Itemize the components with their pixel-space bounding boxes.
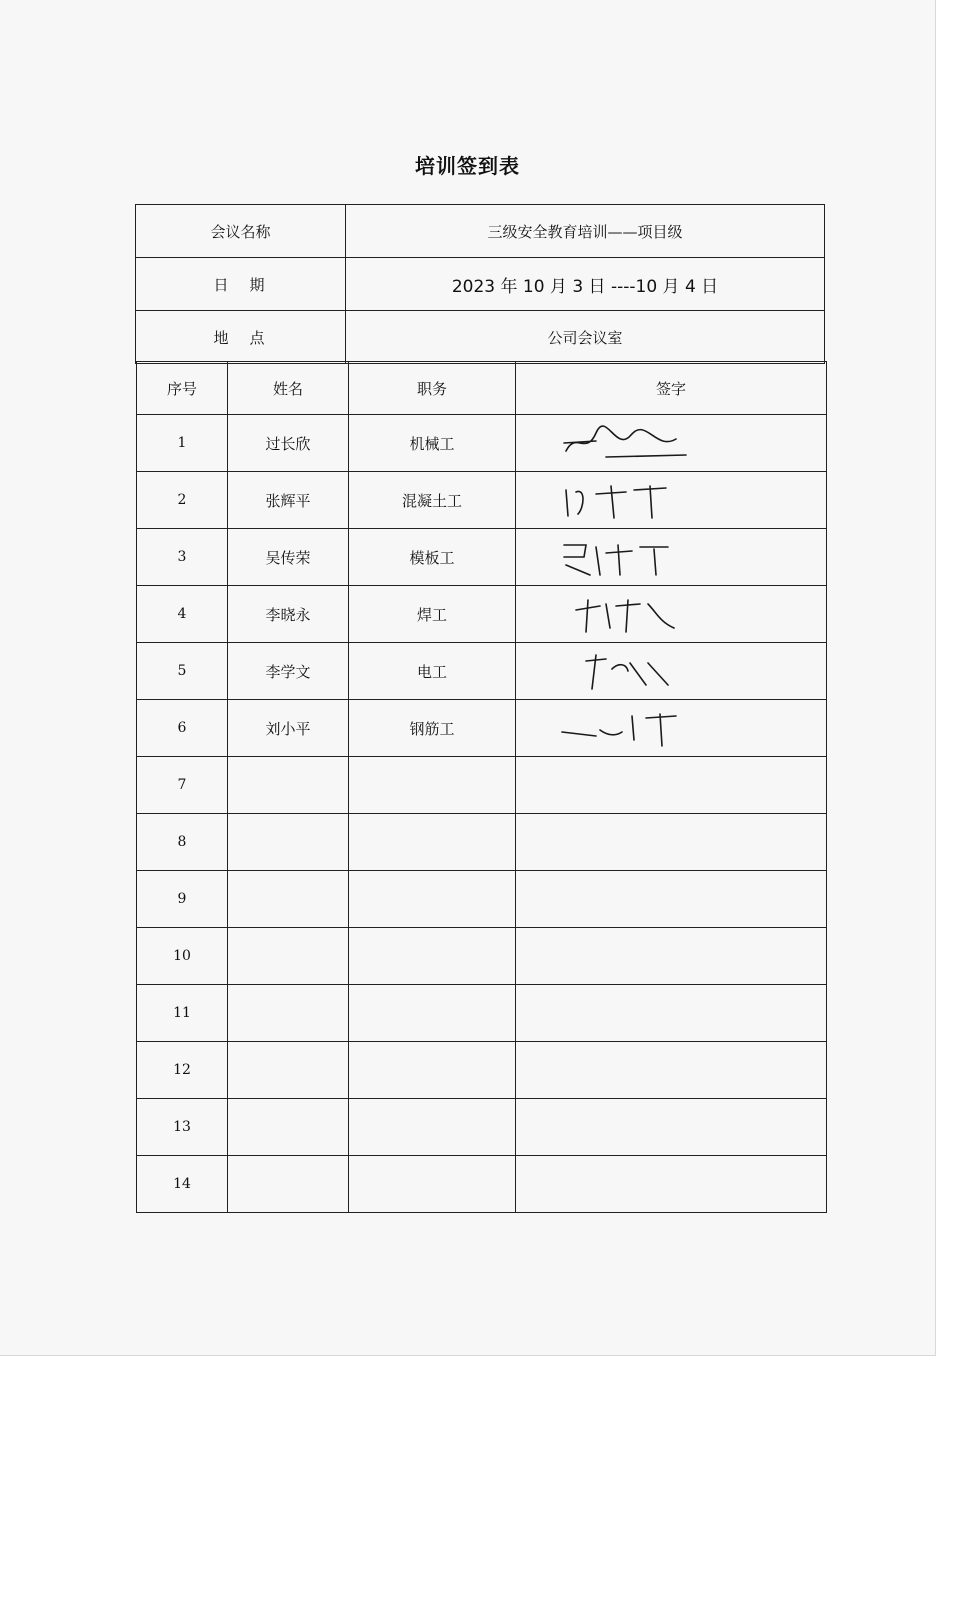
row-signature xyxy=(516,700,827,757)
row-number: 1 xyxy=(137,415,228,472)
place-value: 公司会议室 xyxy=(346,311,825,364)
row-number: 4 xyxy=(137,586,228,643)
table-row xyxy=(137,1042,827,1099)
row-name xyxy=(228,757,349,814)
row-role xyxy=(349,1156,516,1213)
signature-text xyxy=(516,700,519,701)
table-row xyxy=(137,757,827,814)
row-name xyxy=(228,1156,349,1213)
row-signature xyxy=(516,586,827,643)
table-row xyxy=(137,814,827,871)
date-label: 日 期 xyxy=(136,258,346,311)
table-row xyxy=(137,928,827,985)
row-number: 3 xyxy=(137,529,228,586)
table-row xyxy=(137,472,827,529)
handwritten-signature xyxy=(556,706,696,752)
row-number: 5 xyxy=(137,643,228,700)
row-role xyxy=(349,928,516,985)
row-role xyxy=(349,814,516,871)
row-name xyxy=(228,1099,349,1156)
meeting-info-table xyxy=(135,204,825,364)
row-signature xyxy=(516,529,827,586)
meeting-row xyxy=(136,205,825,258)
row-number: 2 xyxy=(137,472,228,529)
handwritten-signature xyxy=(556,649,696,695)
signature-text xyxy=(516,529,519,530)
table-row xyxy=(137,1099,827,1156)
row-role: 电工 xyxy=(349,643,516,700)
row-role: 钢筋工 xyxy=(349,700,516,757)
row-name xyxy=(228,814,349,871)
row-role: 混凝土工 xyxy=(349,472,516,529)
row-signature xyxy=(516,814,827,871)
row-name xyxy=(228,985,349,1042)
row-signature xyxy=(516,1156,827,1213)
row-role xyxy=(349,1099,516,1156)
row-signature xyxy=(516,757,827,814)
row-signature xyxy=(516,415,827,472)
row-role: 机械工 xyxy=(349,415,516,472)
header-name: 姓名 xyxy=(228,362,349,415)
header-row xyxy=(137,362,827,415)
table-row xyxy=(137,700,827,757)
table-row xyxy=(137,871,827,928)
signature-text xyxy=(516,472,519,473)
row-name: 张辉平 xyxy=(228,472,349,529)
row-name: 过长欣 xyxy=(228,415,349,472)
signature-text xyxy=(516,415,519,416)
signature-text xyxy=(516,643,519,644)
row-role xyxy=(349,871,516,928)
row-role xyxy=(349,985,516,1042)
row-role xyxy=(349,757,516,814)
date-value: 2023 年 10 月 3 日 ----10 月 4 日 xyxy=(346,258,825,311)
row-number: 9 xyxy=(137,871,228,928)
attendance-table xyxy=(136,361,827,1213)
row-name: 刘小平 xyxy=(228,700,349,757)
row-number: 13 xyxy=(137,1099,228,1156)
row-signature xyxy=(516,472,827,529)
row-role xyxy=(349,1042,516,1099)
row-number: 10 xyxy=(137,928,228,985)
row-name xyxy=(228,1042,349,1099)
row-name xyxy=(228,928,349,985)
row-number: 14 xyxy=(137,1156,228,1213)
row-signature xyxy=(516,1042,827,1099)
table-row xyxy=(137,985,827,1042)
header-signature: 签字 xyxy=(516,362,827,415)
header-no: 序号 xyxy=(137,362,228,415)
signature-text xyxy=(516,586,519,587)
place-label: 地 点 xyxy=(136,311,346,364)
handwritten-signature xyxy=(556,421,696,467)
row-signature xyxy=(516,871,827,928)
row-role: 模板工 xyxy=(349,529,516,586)
header-role: 职务 xyxy=(349,362,516,415)
row-name: 李学文 xyxy=(228,643,349,700)
meeting-label: 会议名称 xyxy=(136,205,346,258)
row-name: 李晓永 xyxy=(228,586,349,643)
row-role: 焊工 xyxy=(349,586,516,643)
handwritten-signature xyxy=(556,535,696,581)
place-row xyxy=(136,311,825,364)
row-number: 6 xyxy=(137,700,228,757)
row-number: 8 xyxy=(137,814,228,871)
date-row xyxy=(136,258,825,311)
row-name: 吴传荣 xyxy=(228,529,349,586)
row-number: 7 xyxy=(137,757,228,814)
row-number: 11 xyxy=(137,985,228,1042)
handwritten-signature xyxy=(556,592,696,638)
table-row xyxy=(137,415,827,472)
table-row xyxy=(137,643,827,700)
table-row xyxy=(137,586,827,643)
document-title: 培训签到表 xyxy=(415,154,520,178)
table-row xyxy=(137,529,827,586)
row-number: 12 xyxy=(137,1042,228,1099)
row-name xyxy=(228,871,349,928)
row-signature xyxy=(516,985,827,1042)
table-row xyxy=(137,1156,827,1213)
meeting-value: 三级安全教育培训——项目级 xyxy=(346,205,825,258)
row-signature xyxy=(516,643,827,700)
row-signature xyxy=(516,928,827,985)
row-signature xyxy=(516,1099,827,1156)
handwritten-signature xyxy=(556,478,696,524)
